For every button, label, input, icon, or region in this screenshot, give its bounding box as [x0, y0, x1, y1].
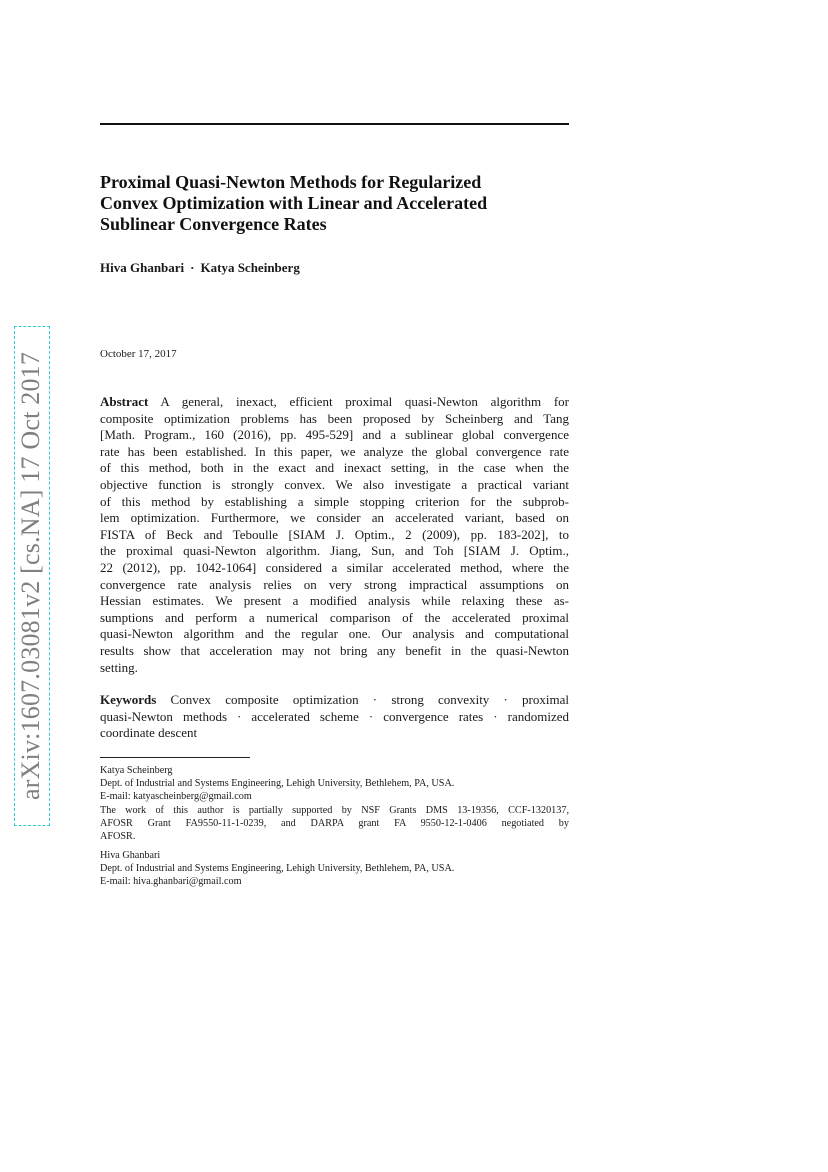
- abstract: [100, 394, 569, 676]
- abstract-line: results show that acceleration may not bring any benefit in the quasi-Newton: [100, 642, 569, 658]
- abstract-text: A general, inexact, efficient proximal quasi-Newton algorithm for: [148, 394, 569, 409]
- abstract-heading: Abstract: [100, 394, 149, 409]
- abstract-line: of this method by establishing a simple stopping criterion for the subprob-: [100, 493, 569, 509]
- footnote-line: E-mail: hiva.ghanbari@gmail.com: [100, 876, 242, 888]
- keywords-line: [100, 692, 569, 709]
- footnote-line: AFOSR Grant FA9550-11-1-0239, and DARPA grant FA 9550-12-1-0406 negotiated by: [100, 817, 569, 829]
- title-line: Sublinear Convergence Rates: [100, 214, 327, 234]
- footnote-line: The work of this author is partially supported by NSF Grants DMS 13-19356, CCF-1320137,: [100, 804, 569, 816]
- keywords-line: coordinate descent: [100, 725, 198, 741]
- footnote-author-ghanbari: [100, 849, 569, 889]
- footnote-line: Katya Scheinberg: [100, 765, 173, 776]
- footnote-line: Hiva Ghanbari: [100, 850, 161, 861]
- arxiv-identifier-stamp[interactable]: arXiv:1607.03081v2 [cs.NA] 17 Oct 2017: [14, 326, 50, 826]
- abstract-line: the proximal quasi-Newton algorithm. Jiang, Sun, and Toh [SIAM J. Optim.,: [100, 543, 569, 559]
- author-separator: ·: [190, 260, 195, 275]
- abstract-line: [100, 394, 569, 411]
- abstract-line: composite optimization problems has been proposed by Scheinberg and Tang: [100, 410, 569, 426]
- abstract-line: sumptions and perform a numerical comparison of the accelerated proximal: [100, 609, 569, 625]
- footnote-author-scheinberg: [100, 764, 569, 843]
- author-name: Hiva Ghanbari: [100, 260, 185, 275]
- top-rule: [100, 123, 569, 125]
- abstract-line: FISTA of Beck and Teboulle [SIAM J. Optim., 2 (2009), pp. 183-202], to: [100, 526, 569, 542]
- keywords: [100, 692, 569, 742]
- abstract-line: [Math. Program., 160 (2016), pp. 495-529] and a sublinear global convergence: [100, 427, 569, 443]
- author-list: [100, 260, 300, 276]
- abstract-line: of this method, both in the exact and inexact setting, in the case when the: [100, 460, 569, 476]
- keywords-heading: Keywords: [100, 692, 157, 707]
- abstract-line: quasi-Newton algorithm and the regular one. Our analysis and computational: [100, 626, 569, 642]
- paper-date: October 17, 2017: [100, 348, 177, 360]
- author-name: Katya Scheinberg: [200, 260, 300, 275]
- abstract-line: Hessian estimates. We present a modified analysis while relaxing these as-: [100, 593, 569, 609]
- abstract-line: rate has been established. In this paper, we analyze the global convergence rate: [100, 443, 569, 459]
- footnote-line: AFOSR.: [100, 831, 136, 843]
- abstract-line: setting.: [100, 659, 138, 675]
- footnote-line: E-mail: katyascheinberg@gmail.com: [100, 791, 252, 803]
- footnote-line: Dept. of Industrial and Systems Engineering, Lehigh University, Bethlehem, PA, USA.: [100, 863, 455, 875]
- abstract-line: 22 (2012), pp. 1042-1064] considered a similar accelerated method, where the: [100, 559, 569, 575]
- title-line: Proximal Quasi-Newton Methods for Regularized: [100, 172, 482, 192]
- footnote-rule: [100, 757, 250, 758]
- keywords-text: Convex composite optimization · strong convexity · proximal: [156, 692, 569, 707]
- title-line: Convex Optimization with Linear and Accelerated: [100, 193, 488, 213]
- paper-title: [100, 172, 570, 235]
- abstract-line: lem optimization. Furthermore, we consider an accelerated variant, based on: [100, 510, 569, 526]
- abstract-line: objective function is strongly convex. We also investigate a practical variant: [100, 476, 569, 492]
- keywords-line: quasi-Newton methods · accelerated scheme · convergence rates · randomized: [100, 708, 569, 724]
- abstract-line: convergence rate analysis relies on very strong impractical assumptions on: [100, 576, 569, 592]
- footnote-line: Dept. of Industrial and Systems Engineering, Lehigh University, Bethlehem, PA, USA.: [100, 778, 455, 790]
